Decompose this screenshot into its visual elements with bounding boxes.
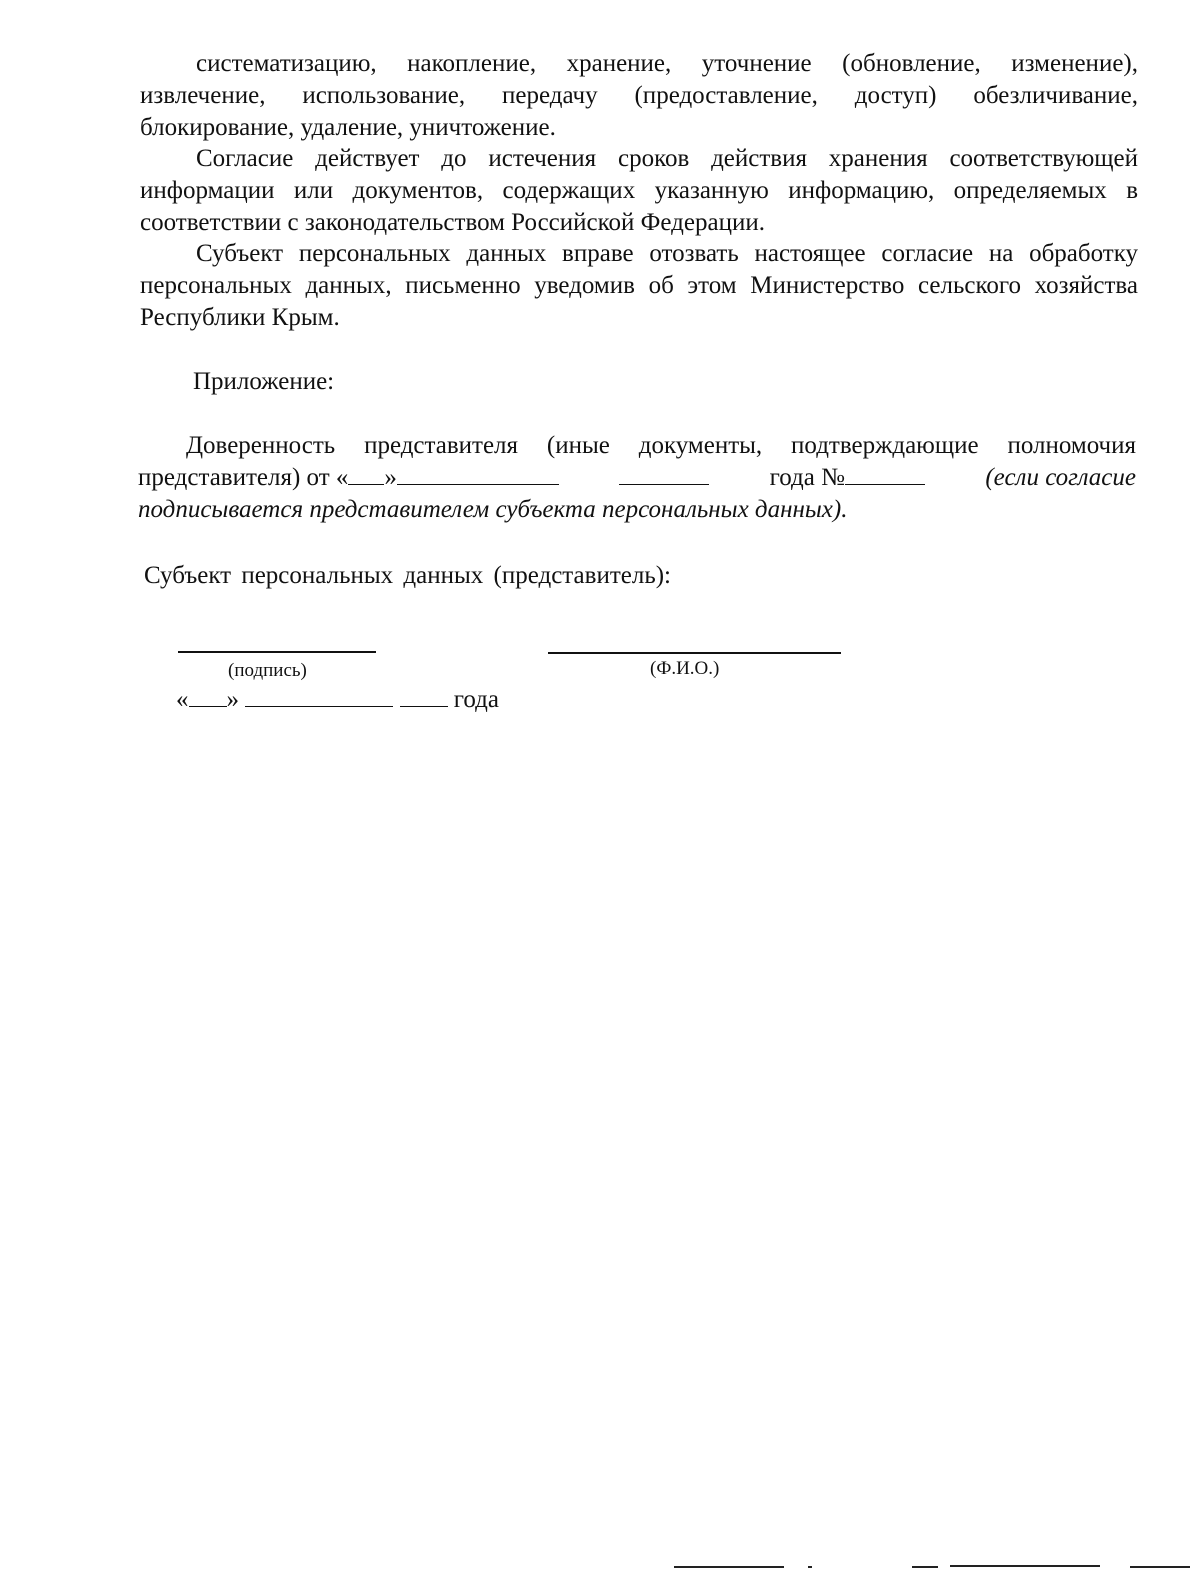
full-name-line	[548, 652, 841, 654]
date-year-word: года	[453, 686, 499, 713]
attorney-close-quote: »	[384, 464, 397, 491]
attorney-note-end: подписывается представителем субъекта персональных данных).	[138, 496, 848, 523]
year-blank	[619, 462, 709, 485]
date-close-quote: »	[226, 686, 239, 713]
paragraph-consent-term: Согласие действует до истечения сроков действия хранения соответствующей информации или документов, содержащих указанную информацию, определяемых в соответствии с законодательством Российской Федерации.	[140, 145, 1138, 236]
attorney-note-start: (если согласие	[985, 464, 1136, 491]
scan-edge-marks	[660, 1562, 1190, 1570]
full-name-caption: (Ф.И.О.)	[650, 658, 720, 679]
attorney-line-2	[138, 462, 1136, 494]
attorney-number-group	[770, 462, 925, 494]
number-blank	[845, 462, 925, 485]
subject-label: Субъект персональных данных (представитель):	[144, 562, 671, 589]
date-day-blank	[189, 684, 227, 707]
date-year-blank	[400, 684, 448, 707]
paragraph-revocation: Субъект персональных данных вправе отозвать настоящее согласие на обработку персональных данных, письменно уведомив об этом Министерство сельского хозяйства Республики Крым.	[140, 240, 1138, 331]
appendix-label: Приложение:	[193, 368, 335, 395]
signature-caption: (подпись)	[228, 660, 307, 681]
attorney-date-group	[138, 462, 559, 494]
attorney-line-1: Доверенность представителя (иные документы, подтверждающие полномочия	[186, 432, 1136, 459]
month-blank	[397, 462, 559, 485]
date-open-quote: «	[176, 686, 189, 713]
attorney-prefix: представителя) от «	[138, 464, 349, 491]
attorney-year-label: года №	[769, 464, 845, 491]
day-blank	[348, 462, 384, 485]
power-of-attorney-block	[138, 430, 1136, 526]
date-month-blank	[245, 684, 393, 707]
signature-date-line	[176, 684, 499, 716]
signature-line	[178, 651, 376, 653]
paragraph-processing-actions: систематизацию, накопление, хранение, уточнение (обновление, изменение), извлечение, использование, передачу (предоставление, доступ) обезличивание, блокирование, удаление, уничтожение.	[140, 50, 1138, 141]
